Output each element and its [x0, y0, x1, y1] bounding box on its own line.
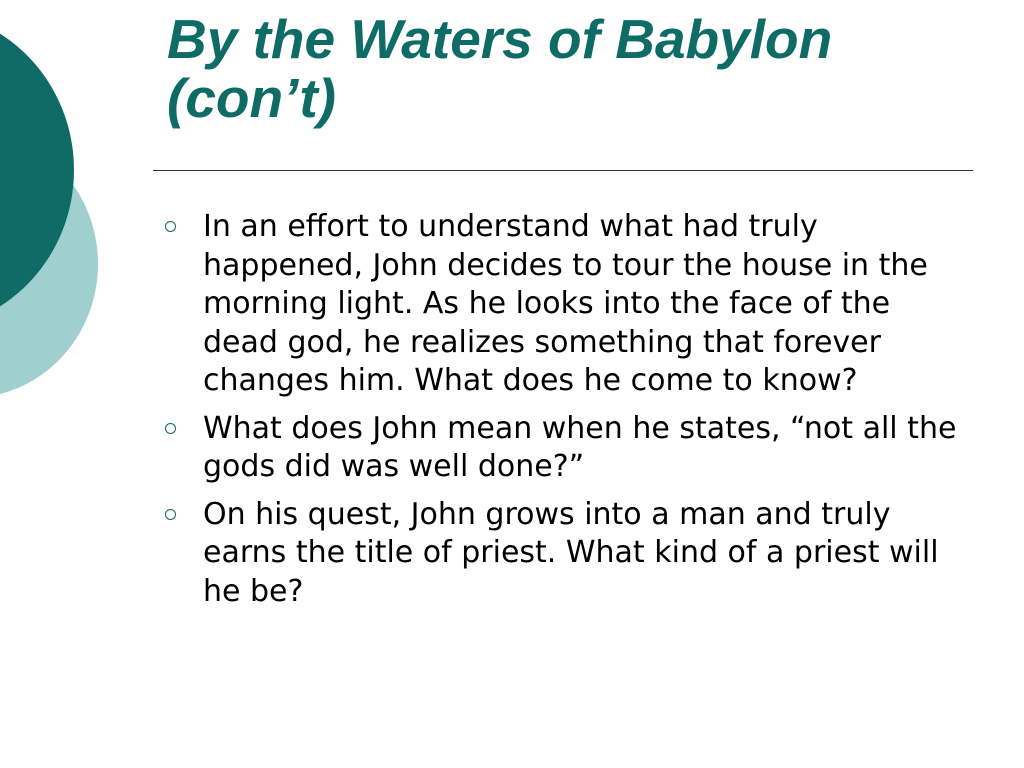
slide-title: [167, 10, 987, 128]
bullet-text: On his quest, John grows into a man and truly earns the title of priest. What kind of a priest will he be?: [203, 496, 939, 609]
hollow-circle-bullet-icon: [165, 509, 176, 520]
slide-title-line-2: (con’t): [167, 67, 337, 129]
bullet-item: [162, 410, 962, 487]
slide-title-line-1: By the Waters of Babylon: [167, 8, 833, 70]
bullet-item: [162, 496, 962, 612]
hollow-circle-bullet-icon: [165, 221, 176, 232]
bullet-text: In an effort to understand what had truly happened, John decides to tour the house in the morning light. As he looks into the face of the dead god, he realizes something that forever changes him. What does he come to know?: [203, 209, 928, 398]
title-divider: [153, 170, 973, 171]
hollow-circle-bullet-icon: [165, 423, 176, 434]
bullet-item: [162, 208, 962, 401]
bullet-text: What does John mean when he states, “not all the gods did was well done?”: [203, 410, 957, 484]
bullet-list: [162, 208, 962, 620]
